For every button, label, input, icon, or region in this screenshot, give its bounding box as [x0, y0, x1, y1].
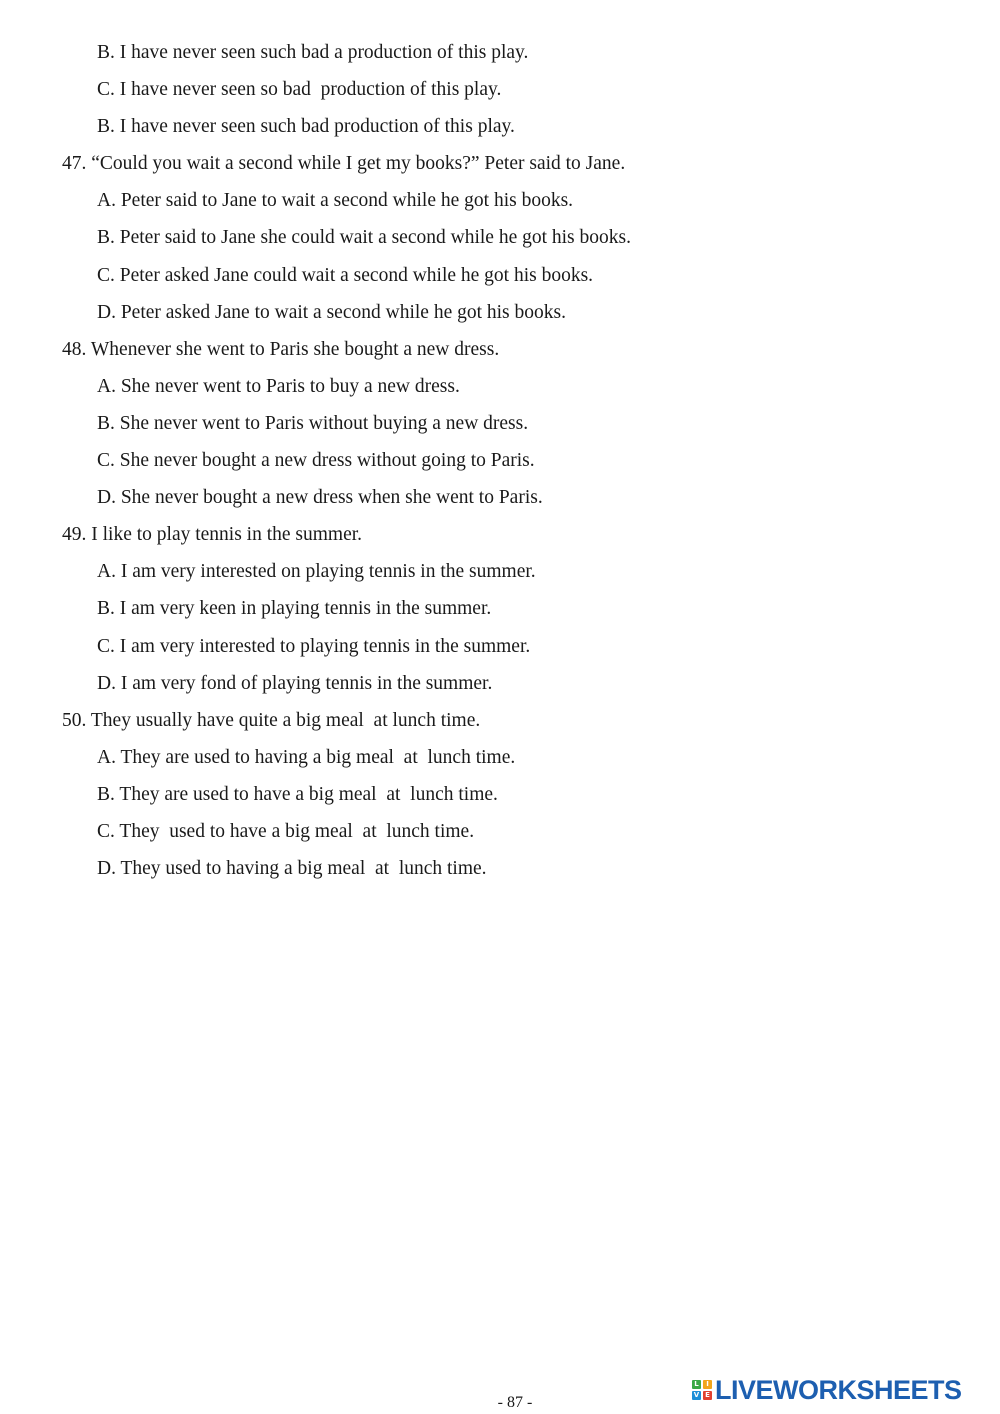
liveworksheets-logo-icon	[692, 1380, 712, 1400]
answer-option: D. Peter asked Jane to wait a second while he got his books.	[97, 301, 566, 323]
question-text: 48. Whenever she went to Paris she bought a new dress.	[62, 338, 500, 360]
answer-option: D. They used to having a big meal at lunch time.	[97, 858, 487, 880]
answer-option: C. I have never seen so bad production of this play.	[97, 79, 502, 101]
logo-square: E	[703, 1391, 712, 1400]
question-text: 47. “Could you wait a second while I get my books?” Peter said to Jane.	[62, 153, 626, 175]
question-list	[62, 38, 962, 891]
answer-option: B. I have never seen such bad a production of this play.	[97, 42, 529, 63]
answer-option: C. She never bought a new dress without going to Paris.	[97, 450, 535, 472]
answer-option: C. Peter asked Jane could wait a second while he got his books.	[97, 264, 594, 286]
answer-option: A. They are used to having a big meal at lunch time.	[97, 746, 516, 768]
answer-option: D. She never bought a new dress when she went to Paris.	[97, 487, 543, 509]
question-text: 50. They usually have quite a big meal at lunch time.	[62, 709, 481, 731]
answer-option: A. She never went to Paris to buy a new dress.	[97, 375, 460, 397]
answer-option: B. Peter said to Jane she could wait a second while he got his books.	[97, 227, 631, 249]
answer-option: B. I am very keen in playing tennis in the summer.	[97, 598, 492, 620]
question-text: 49. I like to play tennis in the summer.	[62, 524, 363, 546]
answer-option: B. They are used to have a big meal at lunch time.	[97, 783, 498, 805]
logo-square: I	[703, 1380, 712, 1389]
answer-option: C. They used to have a big meal at lunch time.	[97, 820, 475, 842]
answer-option: B. She never went to Paris without buying a new dress.	[97, 412, 529, 434]
logo-square: L	[692, 1380, 701, 1389]
answer-option: A. I am very interested on playing tennis in the summer.	[97, 561, 536, 583]
brand-name: LIVEWORKSHEETS	[715, 1375, 962, 1405]
logo-square: V	[693, 1391, 700, 1399]
answer-option: D. I am very fond of playing tennis in the summer.	[97, 672, 493, 694]
answer-option: C. I am very interested to playing tennis in the summer.	[97, 635, 531, 657]
answer-option: A. Peter said to Jane to wait a second while he got his books.	[97, 190, 574, 212]
liveworksheets-brand[interactable]	[692, 1374, 962, 1406]
page-number: - 87 -	[497, 1394, 533, 1411]
answer-option: B. I have never seen such bad production of this play.	[97, 116, 515, 138]
